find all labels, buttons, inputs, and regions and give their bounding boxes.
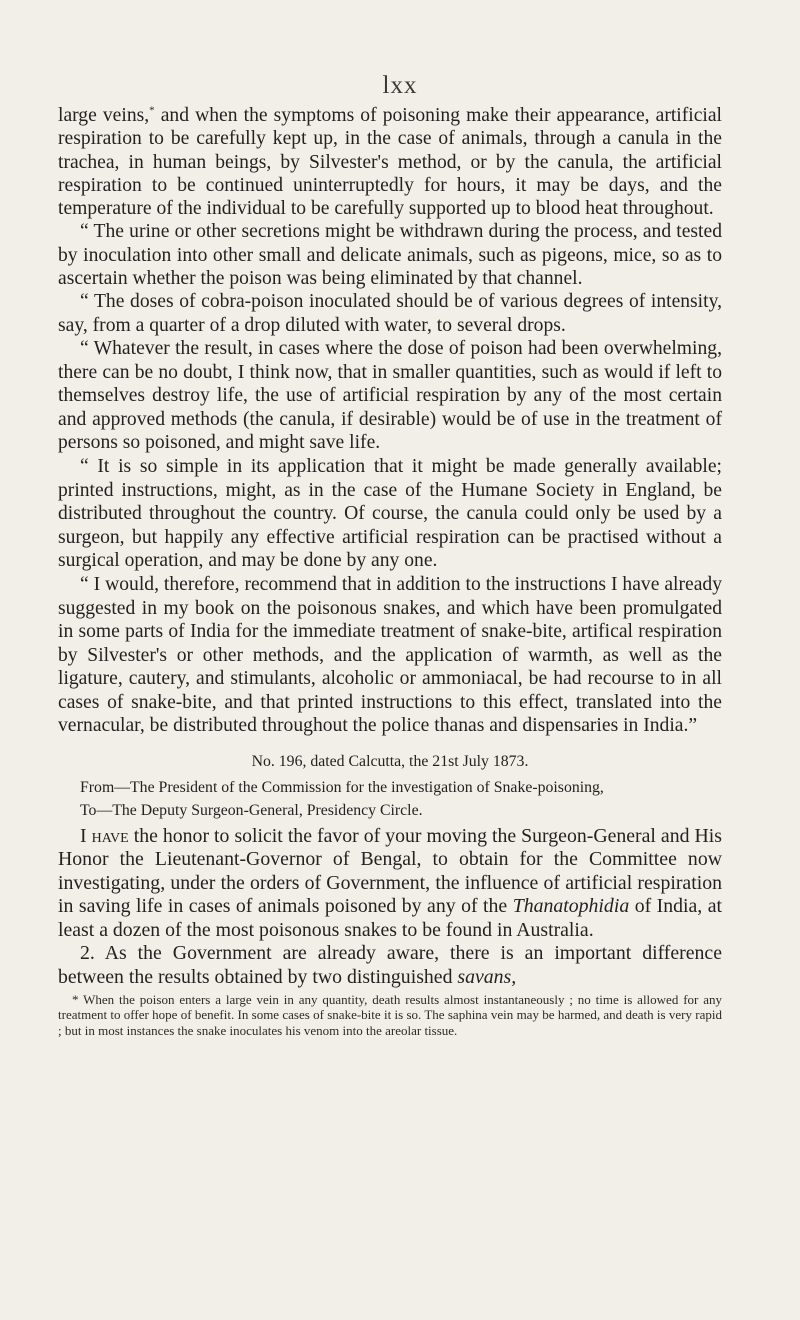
paragraph-simple: “ It is so simple in its application that it might be made generally available; printed instructions, might, as in the case of the Humane Society in England, be distributed throughout the country. Of course, the canula could only be used by a surgeon, but happily any effective artificial respiration can be practised without a surgical operation, and may be done by any one. [58,455,722,572]
letter-number-date: No. 196, dated Calcutta, the 21st July 1873. [251,753,529,771]
letter-paragraph-2-italic: savans, [457,965,517,988]
paragraph-text: and when the symptoms of poisoning make their appearance, artificial respiration to be carefully kept up, in the case of animals, through a canula in the trachea, in human beings, by Silvester's method, or by the canula, the artificial respiration to be continued uninterruptedly for hours, it may be days, and the temperature of the individual to be carefully supported up to blood heat throughout. [58,105,722,220]
letter-paragraph-1 [58,825,722,942]
letter-paragraph-1-italic: Thanatophidia [512,895,630,918]
footnote-mark: * [72,991,79,1007]
letter-opening-smallcaps: have [86,825,129,848]
paragraph-continued [58,104,722,220]
text-column [58,104,722,1051]
page-number: lxx [382,72,418,99]
letter-paragraph-1-end: of India, at least a dozen of the most poisonous snakes to be found in Australia. [58,895,723,941]
letter-from: From—The President of the Commission for the investigation of Snake-poisoning, [80,779,604,797]
letter-paragraph-2 [58,942,722,989]
paragraph-lead: large veins, [58,105,150,126]
paragraph-recommend: “ I would, therefore, recommend that in addition to the instructions I have already suggested in my book on the poisonous snakes, and which have been promulgated in some parts of India for the immediate treatment of snake-bite, artifical respiration by Silvester's or other methods, and the application of warmth, as well as the ligature, cautery, and stimulants, alcoholic or ammoniacal, be had recourse to in all cases of snake-bite, and that printed instructions to this effect, translated into the vernacular, be distributed throughout the police thanas and dispensaries in India.” [58,573,722,737]
letter-heading [58,752,722,821]
footnote [58,992,722,1038]
paragraph-urine: “ The urine or other secretions might be withdrawn during the process, and tested by inoculation into other small and delicate animals, such as pigeons, mice, so as to ascertain whether the poison was being eliminated by that channel. [58,221,722,290]
letter-to: To—The Deputy Surgeon-General, Presidency Circle. [80,802,423,820]
paragraph-whatever: “ Whatever the result, in cases where the dose of poison had been overwhelming, there can be no doubt, I think now, that in smaller quantities, such as would if left to themselves destroy life, the use of artificial respiration by any of the most certain and approved methods (the canula, if desirable) would be of use in the treatment of persons so poisoned, and might save life. [58,337,722,454]
letter-paragraph-2-text: 2. As the Government are already aware, there is an important difference between the results obtained by two distinguished [58,942,722,988]
letter-opening-word: I [80,825,87,848]
letter-paragraph-1-text: the honor to solicit the favor of your moving the Surgeon-General and His Honor the Lieutenant-Governor of Bengal, to obtain for the Committee now investigating, under the orders of Government, the influence of artificial respiration in saving life in cases of animals poisoned by any of the [58,825,722,918]
footnote-reference: * [149,104,155,117]
paragraph-doses: “ The doses of cobra-poison inoculated should be of various degrees of intensity, say, from a quarter of a drop diluted with water, to several drops. [58,291,722,336]
footnote-text: When the poison enters a large vein in any quantity, death results almost instantaneously ; no time is allowed for any treatment to offer hope of benefit. In some cases of snake-bite it is so. The saphina vein may be harmed, and death is very rapid ; but in most instances the snake inoculates his venom into the areolar tissue. [58,991,722,1038]
